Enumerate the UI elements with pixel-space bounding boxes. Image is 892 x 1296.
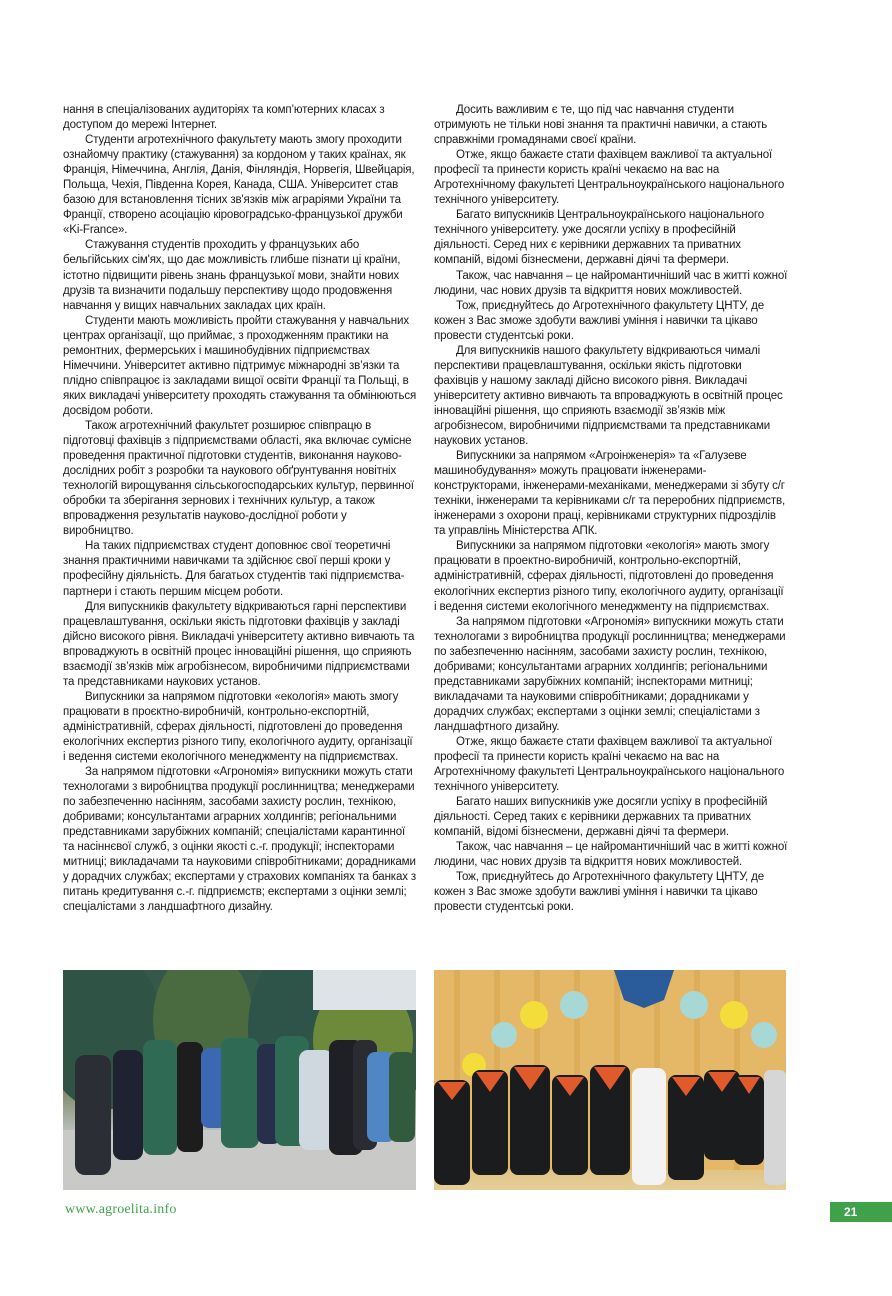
left-text-column	[63, 103, 417, 916]
paragraph: Отже, якщо бажаєте стати фахівцем важливої та актуальної професії та принести користь країні чекаємо на вас на Агротехнічному факультеті Центральноукраїнського національного технічного університету.	[434, 149, 785, 207]
paragraph: Отже, якщо бажаєте стати фахівцем важливої та актуальної професії та принести користь країні чекаємо на вас на Агротехнічному факультеті Центральноукраїнського національного технічного університету.	[434, 735, 785, 794]
paragraph: Для випускників факультету відкриваються гарні перспективи працевлаштування, оскільки якість підготовки фахівців у закладі дійсно високого рівня. Викладачі університету активно вивчають та впроваджують в освітній процес інноваційні рішення, що сприяють взаємодії зв’язків між агробізнесом, виробничими підприємствами та представниками наукових установ.	[63, 600, 415, 688]
group-photo-outdoor	[63, 970, 416, 1190]
graduation-photo-stage	[434, 970, 786, 1190]
page-number-badge: 21	[830, 1202, 892, 1222]
paragraph: Багато випускників Центральноукраїнського національного технічного університету. уже досягли успіху в професійній діяльності. Серед них є керівники державних та приватних компаній, відомі бізнесмени, державні діячі та фермери.	[434, 209, 765, 267]
paragraph: Також, час навчання – це найромантичніший час в житті кожної людини, час нових друзів та відкриття нових можливостей.	[434, 841, 788, 869]
paragraph: нання в спеціалізованих аудиторіях та комп’ютерних класах з доступом до мережі Інтернет.	[63, 104, 385, 132]
photo-illustration	[63, 970, 416, 1190]
paragraph: Студенти мають можливість пройти стажування у навчальних центрах організації, що приймає, з проходженням практики на ремонтних, фермерських і машинобудівних підприємствах Німеччини. Університет активно підтримує міжнародні зв’язки та плідно співпрацює із закладами вищої освіти Франції та Польщі, в яких викладачі університету проходять стажування та обмінюються досвідом роботи.	[63, 314, 417, 417]
paragraph: За напрямом підготовки «Агрономія» випускники можуть стати технологами з виробництва продукції рослинництва; менеджерами по забезпеченню насінням, засобами захисту рослин, технікою, добривами; консультантами аграрних холдингів; регіональними представниками зарубіжних компаній; інспекторами митниці; викладачами та науковими співробітниками; дорадниками у дорадчих службах; експертами з оцінки землі; спеціалістами з ландшафтного дизайну.	[434, 615, 786, 733]
paragraph: Випускники за напрямом підготовки «екологія» мають змогу працювати в проєктно-виробничій, контрольно-експортній, адміністративній, сферах діяльності, підготовлені до проведення екологічних експертиз різного типу, екологічного аудиту, організації і ведення системи екологічного менеджменту на підприємствах.	[63, 690, 413, 764]
paragraph: На таких підприємствах студент доповнює свої теоретичні знання практичними навичками та здійснює свої перші кроки у професійну діяльність. Для багатьох студентів такі підприємства-партнери і стають першим місцем роботи.	[63, 540, 405, 598]
paragraph: Досить важливим є те, що під час навчання студенти отримують не тільки нові знання та практичні навички, а стають справжніми громадянами своєї країни.	[434, 104, 768, 147]
paragraph: Для випускників нашого факультету відкриваються чималі перспективи працевлаштування, оскільки якість підготовки фахівців у нашому закладі дійсно високого рівня. Викладачі університету активно вивчають та впроваджують в освітній процес інноваційні рішення, що сприяють взаємодії зв’язків між агробізнесом, виробничими підприємствами та представниками наукових установ.	[434, 344, 783, 448]
paragraph: Також, час навчання – це найромантичніший час в житті кожної людини, час нових друзів та відкриття нових можливостей.	[434, 269, 788, 297]
photo-illustration	[434, 970, 786, 1190]
website-link[interactable]: www.agroelita.info	[65, 1202, 177, 1217]
paragraph: Випускники за напрямом підготовки «екологія» мають змогу працювати в проектно-виробничій, контрольно-експортній, адміністративній, сферах діяльності, підготовлені до проведення екологічних експертиз різного типу, екологічного аудиту, організації і ведення системи екологічного менеджменту на підприємствах.	[434, 540, 784, 613]
paragraph: Тож, приєднуйтесь до Агротехнічного факультету ЦНТУ, де кожен з Вас зможе здобути важливі уміння і навички та цікаво провести студентські роки.	[434, 871, 764, 914]
paragraph: Стажування студентів проходить у французьких або бельгійських сім'ях, що дає можливість глибше пізнати ці країни, істотно підвищити рівень знань французької мови, знайти нових друзів та визначити подальшу перспективу щодо продовження навчання у вищих навчальних закладах цих країн.	[63, 239, 401, 312]
paragraph: Випускники за напрямом «Агроінженерія» та «Галузеве машинобудування» можуть працювати інженерами-конструкторами, інженерами-механіками, менеджерами зі збуту с/г техніки, інженерами та керівниками с/г та переробних підприємств, інженерами з охорони праці, керівниками структурних підрозділів та управлінь Міністерства АПК.	[434, 450, 786, 538]
paragraph: Тож, приєднуйтесь до Агротехнічного факультету ЦНТУ, де кожен з Вас зможе здобути важливі уміння і навички та цікаво провести студентські роки.	[434, 299, 764, 342]
paragraph: Багато наших випускників уже досягли успіху в професійній діяльності. Серед таких є керівники державних та приватних компаній, відомі бізнесмени, державні діячі та фермери.	[434, 796, 768, 839]
paragraph: За напрямом підготовки «Агрономія» випускники можуть стати технологами з виробництва продукції рослинництва; менеджерами по забезпеченню насінням, засобами захисту рослин, технікою, добривами; консультантами аграрних холдингів; регіональними представниками зарубіжних компаній; спеціалістами карантинної та насіннєвої служб, з оцінки якості с.-г. продукції; інспекторами митниці; викладачами та науковими співробітниками; дорадниками у дорадчих службах; експертами у страхових компаніях та банках з питань кредитування с.-г. підприємств; експертами з оцінки землі; спеціалістами з ландшафтного дизайну.	[63, 766, 417, 914]
paragraph: Студенти агротехнічного факультету мають змогу проходити ознайомчу практику (стажування) за кордоном у таких країнах, як Франція, Німеччина, Англія, Данія, Фінляндія, Норвегія, Швейцарія, Польща, Чехія, Південна Корея, Канада, США. Університет став базою для встановлення тісних зв'язків між аграріями України та Франції, створено асоціацію кіровоградсько-французької дружби «Ki-France».	[63, 134, 415, 237]
paragraph: Також агротехнічний факультет розширює співпрацю в підготовці фахівців з підприємствами області, яка включає сумісне проведення практичної підготовки студентів, виконання науково-дослідних робіт з розробки та наукового обґрунтування новітніх технологій вирощування сільськогосподарських культур, первинної обробки та зберігання зернових і технічних культур, а також впровадження результатів науково-дослідної роботи у виробництво.	[63, 419, 414, 538]
right-text-column	[434, 103, 788, 916]
